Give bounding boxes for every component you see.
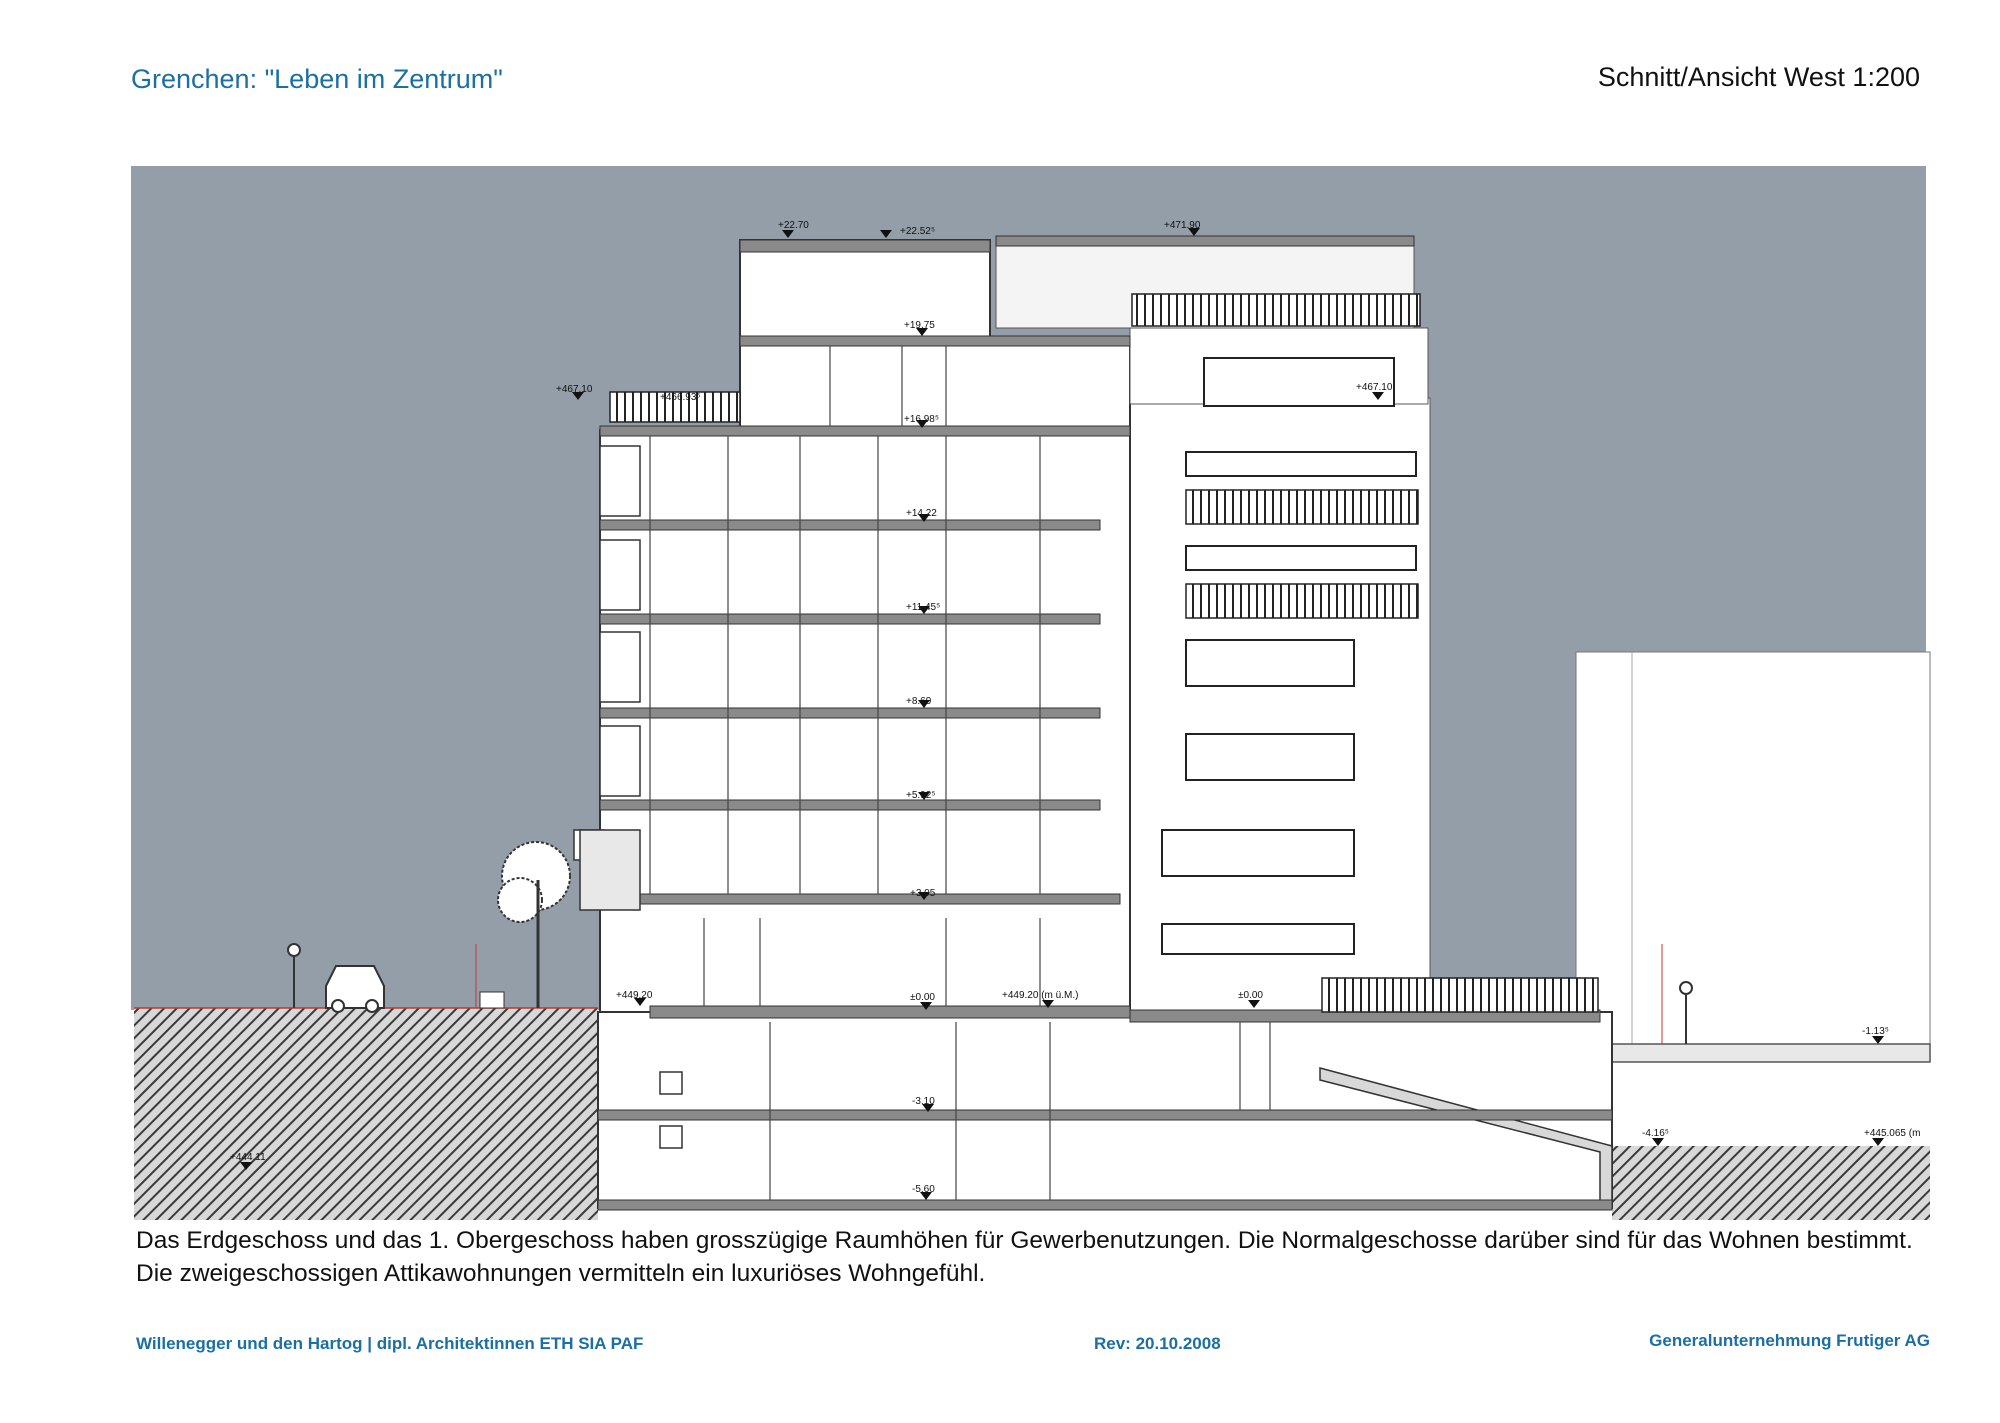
level-label: -3.10 [912, 1096, 935, 1107]
car [326, 966, 384, 1012]
ground-railing [1322, 978, 1598, 1012]
footer-architects: Willenegger und den Hartog | dipl. Architektinnen ETH SIA PAF [136, 1334, 644, 1353]
level-label: ±0.00 [1238, 990, 1263, 1001]
level-label: +22.70 [778, 220, 809, 231]
footer-revision: Rev: 20.10.2008 [1094, 1334, 1221, 1353]
east-railing-2 [1186, 584, 1418, 618]
level-label: -4.16⁵ [1642, 1128, 1669, 1139]
level-label: -1.13⁵ [1862, 1026, 1889, 1037]
attic-upper [740, 240, 990, 340]
level-label: +16.98⁵ [904, 414, 940, 425]
caption-text: Das Erdgeschoss und das 1. Obergeschoss haben grosszügige Raumhöhen für Gewerbenutzungen. Die Normalgeschosse darüber sind für das Wohnen bestimmt. Die zweigeschossigen Attikawohnungen vermitteln ein luxuriöses Wohngefühl. [136, 1227, 1913, 1287]
level-label: +11.45⁵ [906, 602, 941, 613]
level-label: +467.10 [1356, 382, 1393, 393]
level-label: +5.92⁵ [906, 790, 936, 801]
ground-right [1612, 1146, 1930, 1220]
level-label: +445.065 (m [1864, 1128, 1921, 1139]
level-label: +449.20 [616, 990, 653, 1001]
level-label: +467.10 [556, 384, 593, 395]
scale-label: Schnitt/Ansicht West 1:200 [1597, 62, 1920, 92]
level-label: +471.90 [1164, 220, 1201, 231]
level-label: +22.52⁵ [900, 226, 936, 237]
level-label: ±0.00 [910, 992, 935, 1003]
level-label: +19.75 [904, 320, 935, 331]
neighbour-building [1576, 652, 1930, 1050]
level-label: +3.05 [910, 888, 936, 899]
level-label: +8.69 [906, 696, 932, 707]
level-label: +444.11 [230, 1152, 266, 1163]
ground-left [134, 1008, 598, 1220]
east-railing-1 [1186, 490, 1418, 524]
level-label: +14.22 [906, 508, 937, 519]
neighbour-slab [1600, 1044, 1930, 1062]
level-label: +449.20 (m ü.M.) [1002, 990, 1079, 1001]
level-label: +466.93⁵ [660, 392, 701, 403]
attic-railing [1132, 294, 1420, 326]
footer-contractor: Generalunternehmung Frutiger AG [1649, 1331, 1930, 1350]
building-section [600, 430, 1130, 1016]
page-title: Grenchen: "Leben im Zentrum" [131, 64, 503, 94]
level-label: -5.60 [912, 1184, 935, 1195]
